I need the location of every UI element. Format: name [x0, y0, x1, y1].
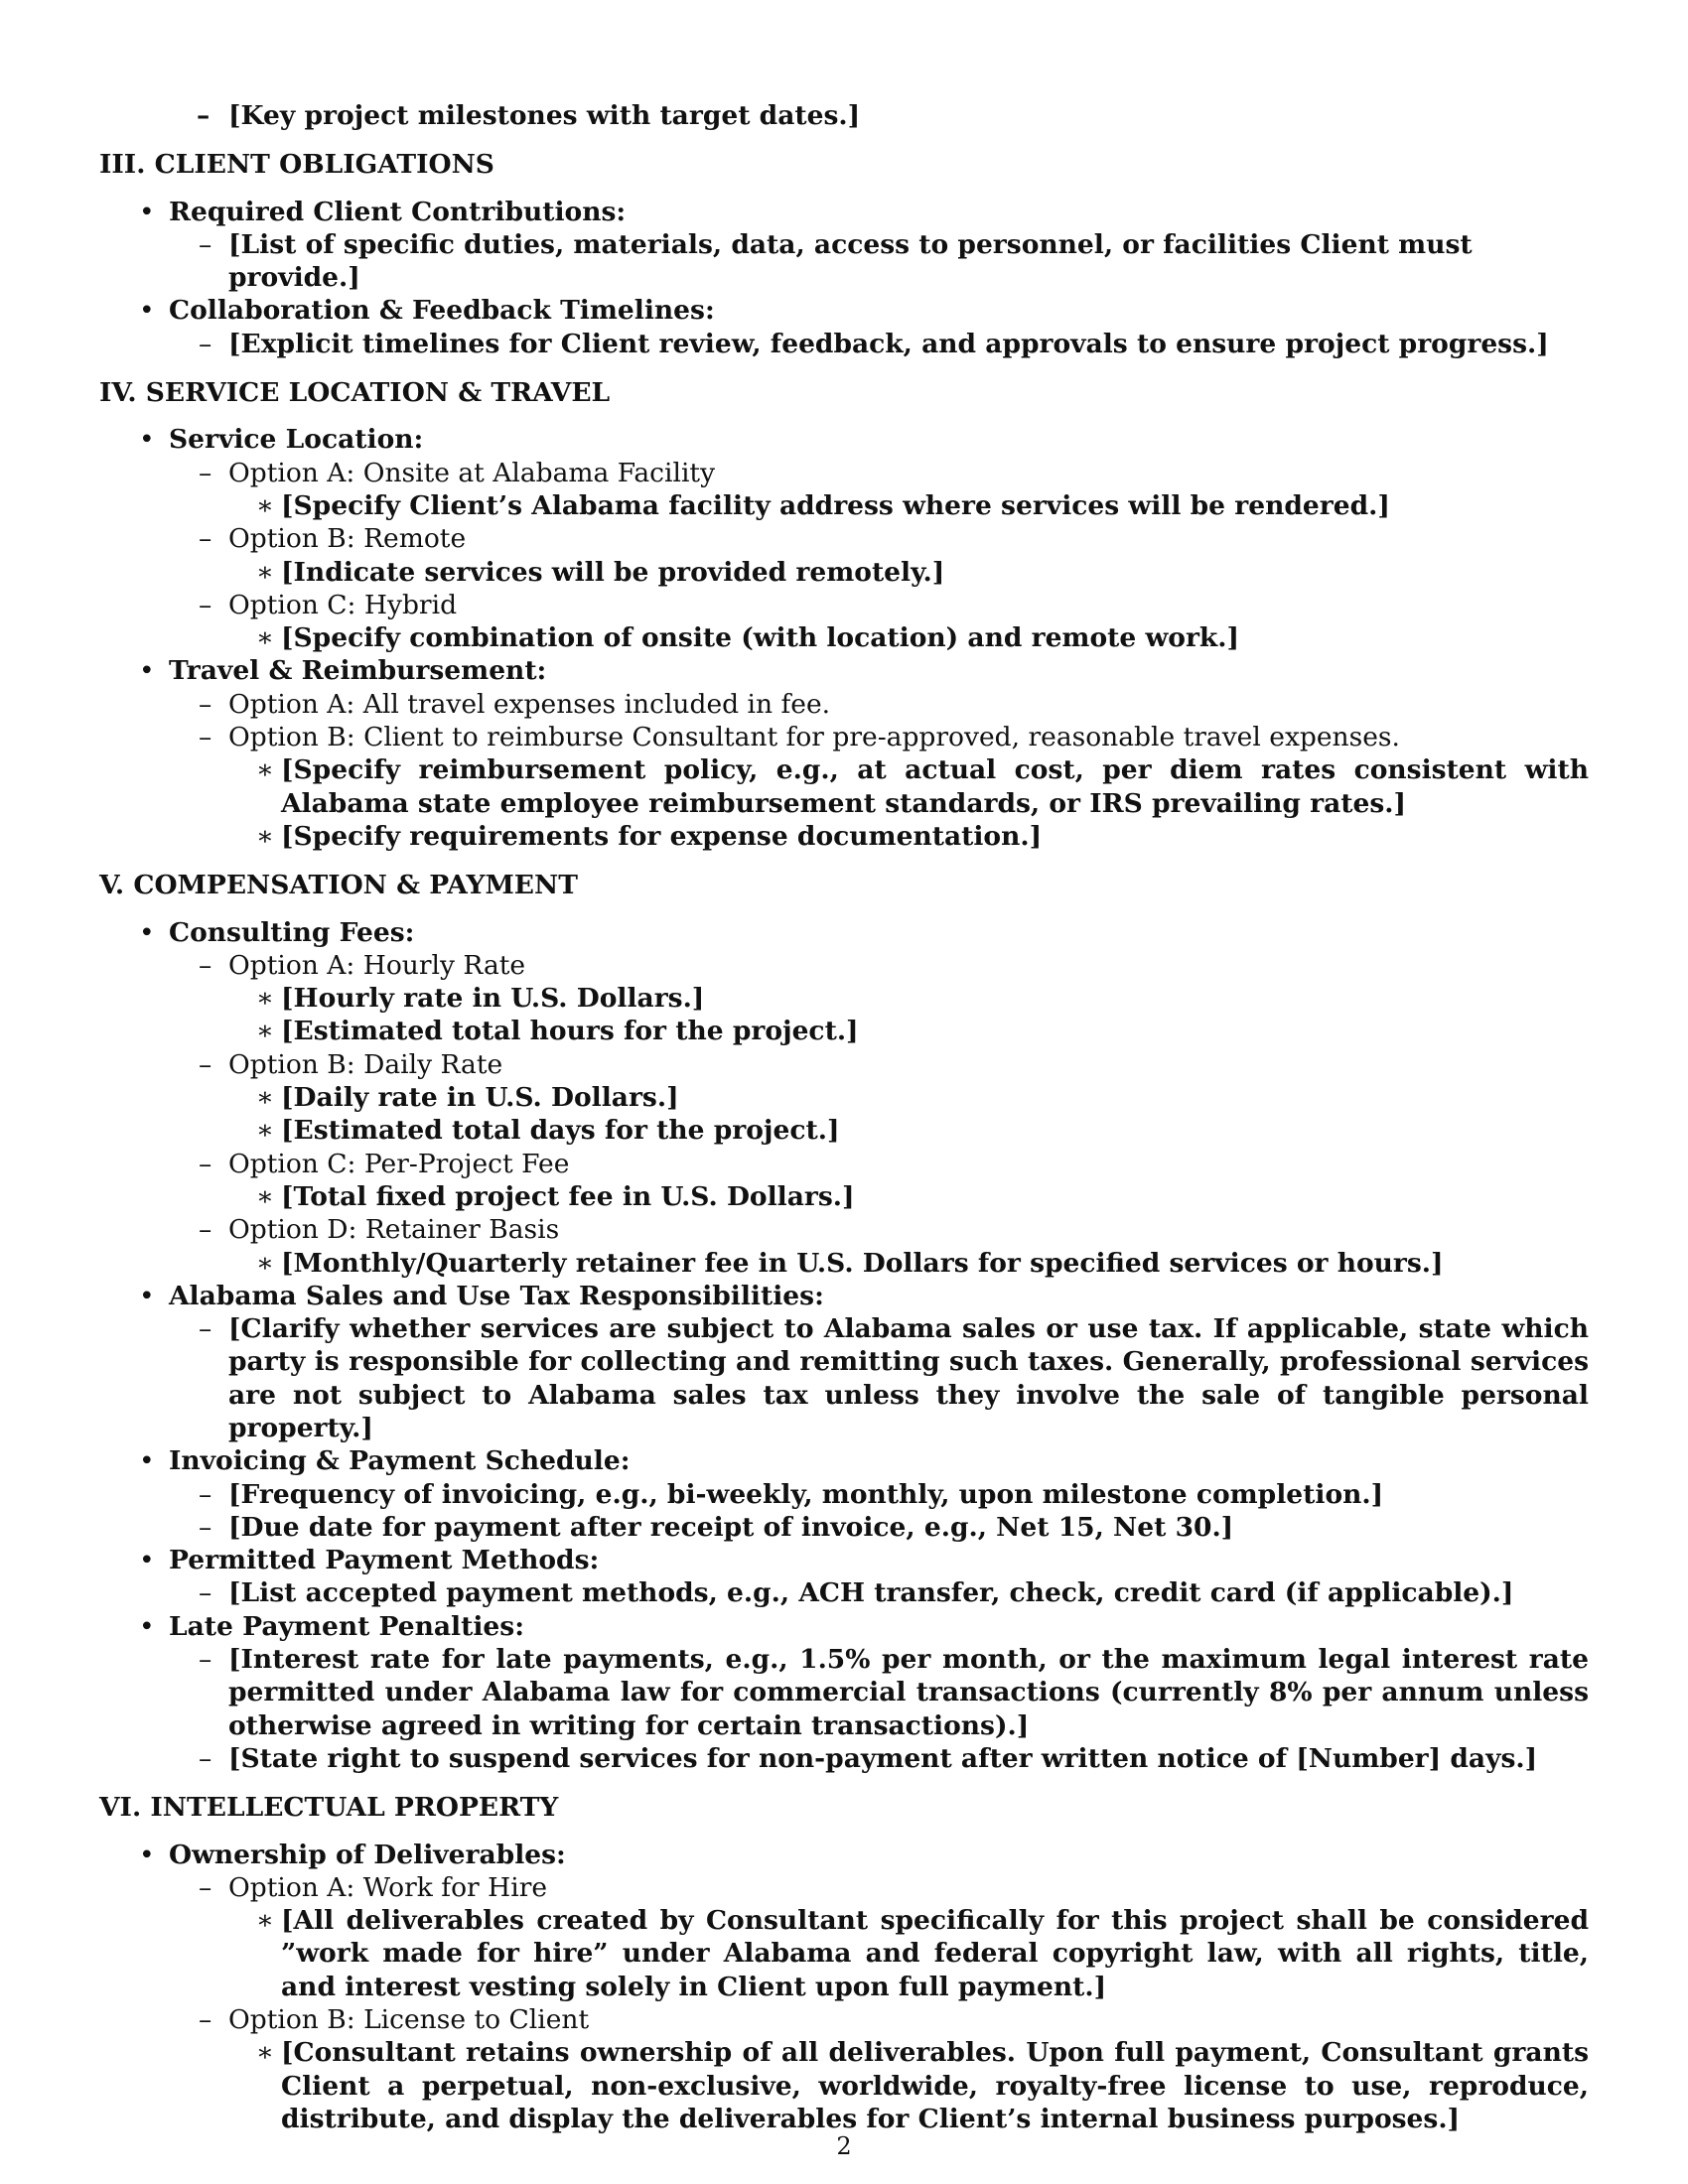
- detail-item: [228, 753, 1589, 820]
- list-item: [99, 196, 1589, 295]
- list-item: [99, 1610, 1589, 1775]
- page-number: 2: [836, 2132, 852, 2160]
- detail-text: [Consultant retains ownership of all deliverables. Upon full payment, Consultant grants Client a perpetual, non-exclusive, worldwide, royalty-free license to use, reproduce, distribute, and display the deliverables for Client’s internal business purposes.]: [281, 2037, 1589, 2134]
- detail-text: [Specify requirements for expense documentation.]: [281, 820, 1043, 852]
- bullet-list: [99, 196, 1589, 360]
- detail-text: [All deliverables created by Consultant specifically for this project shall be considered ”work made for hire” under Alabama and federal copyright law, with all rights, title, and interest vesting solely in Client upon full payment.]: [281, 1905, 1589, 2002]
- dash-marker: –: [199, 1742, 212, 1774]
- detail-text: [Specify combination of onsite (with location) and remote work.]: [281, 622, 1240, 654]
- dash-marker: –: [199, 949, 212, 981]
- list-item: [169, 228, 1589, 295]
- bullet-marker: •: [139, 1839, 155, 1870]
- bullet-marker: •: [139, 655, 155, 687]
- dash-marker: –: [199, 688, 212, 720]
- list-item: [169, 1576, 1589, 1609]
- detail-text: [Estimated total days for the project.]: [281, 1115, 840, 1147]
- option-item: [169, 688, 1589, 721]
- item-text: [List accepted payment methods, e.g., ACH transfer, check, credit card (if applicable).]: [228, 1577, 1514, 1609]
- detail-item: [228, 489, 1589, 522]
- milestones-item: [99, 99, 1589, 132]
- bullet-marker: •: [139, 1280, 155, 1311]
- detail-item: [228, 1904, 1589, 2003]
- detail-text: [Specify Client’s Alabama facility address where services will be rendered.]: [281, 489, 1390, 521]
- detail-item: [228, 1180, 1589, 1213]
- detail-text: [Estimated total hours for the project.]: [281, 1016, 859, 1047]
- item-text: [Frequency of invoicing, e.g., bi-weekly, monthly, upon milestone completion.]: [228, 1478, 1384, 1510]
- dash-marker: –: [199, 2004, 212, 2036]
- item-label: Permitted Payment Methods:: [169, 1545, 600, 1576]
- dash-marker: –: [199, 1478, 212, 1510]
- option-item: [169, 1148, 1589, 1214]
- asterisk-marker: ∗: [256, 622, 275, 654]
- list-item: [169, 1312, 1589, 1444]
- detail-item: [228, 1015, 1589, 1047]
- dash-marker: –: [199, 457, 212, 488]
- detail-text: [Total fixed project fee in U.S. Dollars.]: [281, 1180, 855, 1212]
- section-intellectual-property: [99, 1791, 1589, 2135]
- detail-text: [Hourly rate in U.S. Dollars.]: [281, 983, 705, 1015]
- item-label: Service Location:: [169, 424, 424, 456]
- asterisk-marker: ∗: [256, 754, 275, 786]
- asterisk-marker: ∗: [256, 1115, 275, 1147]
- section-title: VI. INTELLECTUAL PROPERTY: [99, 1792, 559, 1824]
- option-item: [169, 721, 1589, 853]
- option-item: [169, 1213, 1589, 1280]
- list-item: [99, 1544, 1589, 1610]
- detail-item: [228, 556, 1589, 589]
- list-item: [169, 1742, 1589, 1775]
- bullet-marker: •: [139, 1445, 155, 1477]
- item-label: Travel & Reimbursement:: [169, 655, 547, 687]
- item-text: [Explicit timelines for Client review, feedback, and approvals to ensure project progress.]: [228, 328, 1549, 359]
- bullet-marker: •: [139, 916, 155, 948]
- option-item: [169, 457, 1589, 523]
- document-page: [99, 99, 1589, 2135]
- item-text: [Due date for payment after receipt of invoice, e.g., Net 15, Net 30.]: [228, 1511, 1234, 1543]
- section-title: III. CLIENT OBLIGATIONS: [99, 149, 494, 181]
- option-label: Option A: Hourly Rate: [228, 949, 526, 981]
- dash-marker: –: [199, 1644, 212, 1676]
- item-label: Required Client Contributions:: [169, 196, 627, 227]
- option-label: Option C: Hybrid: [228, 589, 458, 620]
- detail-item: [228, 1081, 1589, 1114]
- asterisk-marker: ∗: [256, 1016, 275, 1047]
- section-title: V. COMPENSATION & PAYMENT: [99, 870, 578, 901]
- asterisk-marker: ∗: [256, 1082, 275, 1114]
- dash-marker: –: [199, 1048, 212, 1080]
- bullet-marker: •: [139, 295, 155, 327]
- dash-marker: –: [199, 1148, 212, 1179]
- dash-marker: –: [199, 1214, 212, 1246]
- list-item: [169, 1643, 1589, 1742]
- asterisk-marker: ∗: [256, 1905, 275, 1937]
- detail-text: [Specify reimbursement policy, e.g., at actual cost, per diem rates consistent with Alabama state employee reimbursement standards, or IRS prevailing rates.]: [281, 754, 1589, 819]
- option-label: Option B: License to Client: [228, 2004, 590, 2036]
- item-label: Consulting Fees:: [169, 916, 415, 948]
- dash-marker: –: [199, 1313, 212, 1345]
- item-text: [Interest rate for late payments, e.g., 1.5% per month, or the maximum legal interest rate permitted under Alabama law for commercial transactions (currently 8% per annum unless otherwise agreed in writing for certain transactions).]: [228, 1644, 1589, 1741]
- item-text: [List of specific duties, materials, data, access to personnel, or facilities Client must provide.]: [228, 228, 1473, 294]
- list-item: [99, 916, 1589, 1280]
- asterisk-marker: ∗: [256, 556, 275, 588]
- option-label: Option B: Remote: [228, 523, 467, 555]
- detail-item: [228, 820, 1589, 853]
- option-item: [169, 1048, 1589, 1148]
- list-item: [99, 1444, 1589, 1544]
- option-item: [169, 2003, 1589, 2135]
- item-label: Collaboration & Feedback Timelines:: [169, 295, 715, 327]
- option-label: Option B: Client to reimburse Consultant for pre-approved, reasonable travel expenses.: [228, 722, 1400, 753]
- item-text: [Clarify whether services are subject to Alabama sales or use tax. If applicable, state which party is responsible for collecting and remitting such taxes. Generally, professional services are not subject to Alabama sales tax unless they involve the sale of tangible personal property.]: [228, 1313, 1589, 1443]
- list-item: [99, 1280, 1589, 1444]
- option-label: Option A: Onsite at Alabama Facility: [228, 457, 716, 488]
- section-compensation-payment: [99, 869, 1589, 1775]
- item-text: [State right to suspend services for non-payment after written notice of [Number] days.]: [228, 1742, 1538, 1774]
- option-label: Option A: All travel expenses included in fee.: [228, 688, 831, 720]
- bullet-marker: •: [139, 424, 155, 456]
- dash-marker: –: [199, 1871, 212, 1903]
- milestones-text: [Key project milestones with target dates.]: [228, 100, 861, 131]
- dash-marker: –: [199, 589, 212, 620]
- bullet-marker: •: [139, 196, 155, 227]
- option-item: [169, 589, 1589, 655]
- item-label: Alabama Sales and Use Tax Responsibilities:: [169, 1280, 824, 1311]
- detail-item: [228, 2036, 1589, 2135]
- list-item: [99, 423, 1589, 654]
- list-item: [99, 1839, 1589, 2136]
- option-label: Option B: Daily Rate: [228, 1048, 503, 1080]
- option-label: Option A: Work for Hire: [228, 1871, 548, 1903]
- detail-text: [Daily rate in U.S. Dollars.]: [281, 1082, 679, 1114]
- bullet-marker: •: [139, 1545, 155, 1576]
- option-item: [169, 1871, 1589, 2003]
- detail-text: [Indicate services will be provided remotely.]: [281, 556, 945, 588]
- option-item: [169, 949, 1589, 1048]
- list-item: [169, 1478, 1589, 1511]
- detail-item: [228, 1247, 1589, 1280]
- option-item: [169, 522, 1589, 589]
- dash-marker: –: [199, 328, 212, 359]
- item-label: Ownership of Deliverables:: [169, 1839, 566, 1870]
- list-item: [169, 328, 1589, 360]
- detail-item: [228, 1114, 1589, 1147]
- detail-item: [228, 621, 1589, 654]
- dash-marker: –: [197, 100, 211, 131]
- asterisk-marker: ∗: [256, 1180, 275, 1212]
- dash-marker: –: [199, 1577, 212, 1609]
- dash-marker: –: [199, 1511, 212, 1543]
- asterisk-marker: ∗: [256, 489, 275, 521]
- item-label: Invoicing & Payment Schedule:: [169, 1445, 631, 1477]
- bullet-marker: •: [139, 1610, 155, 1642]
- list-item: [99, 294, 1589, 360]
- option-label: Option D: Retainer Basis: [228, 1214, 560, 1246]
- option-label: Option C: Per-Project Fee: [228, 1148, 570, 1179]
- asterisk-marker: ∗: [256, 1247, 275, 1279]
- asterisk-marker: ∗: [256, 820, 275, 852]
- asterisk-marker: ∗: [256, 2037, 275, 2069]
- item-label: Late Payment Penalties:: [169, 1610, 524, 1642]
- list-item: [169, 1511, 1589, 1544]
- dash-marker: –: [199, 228, 212, 260]
- section-title: IV. SERVICE LOCATION & TRAVEL: [99, 377, 611, 409]
- asterisk-marker: ∗: [256, 983, 275, 1015]
- detail-item: [228, 982, 1589, 1015]
- section-client-obligations: [99, 148, 1589, 360]
- section-service-location-travel: [99, 376, 1589, 853]
- dash-marker: –: [199, 523, 212, 555]
- dash-marker: –: [199, 722, 212, 753]
- list-item: [99, 654, 1589, 853]
- detail-text: [Monthly/Quarterly retainer fee in U.S. Dollars for specified services or hours.]: [281, 1247, 1444, 1279]
